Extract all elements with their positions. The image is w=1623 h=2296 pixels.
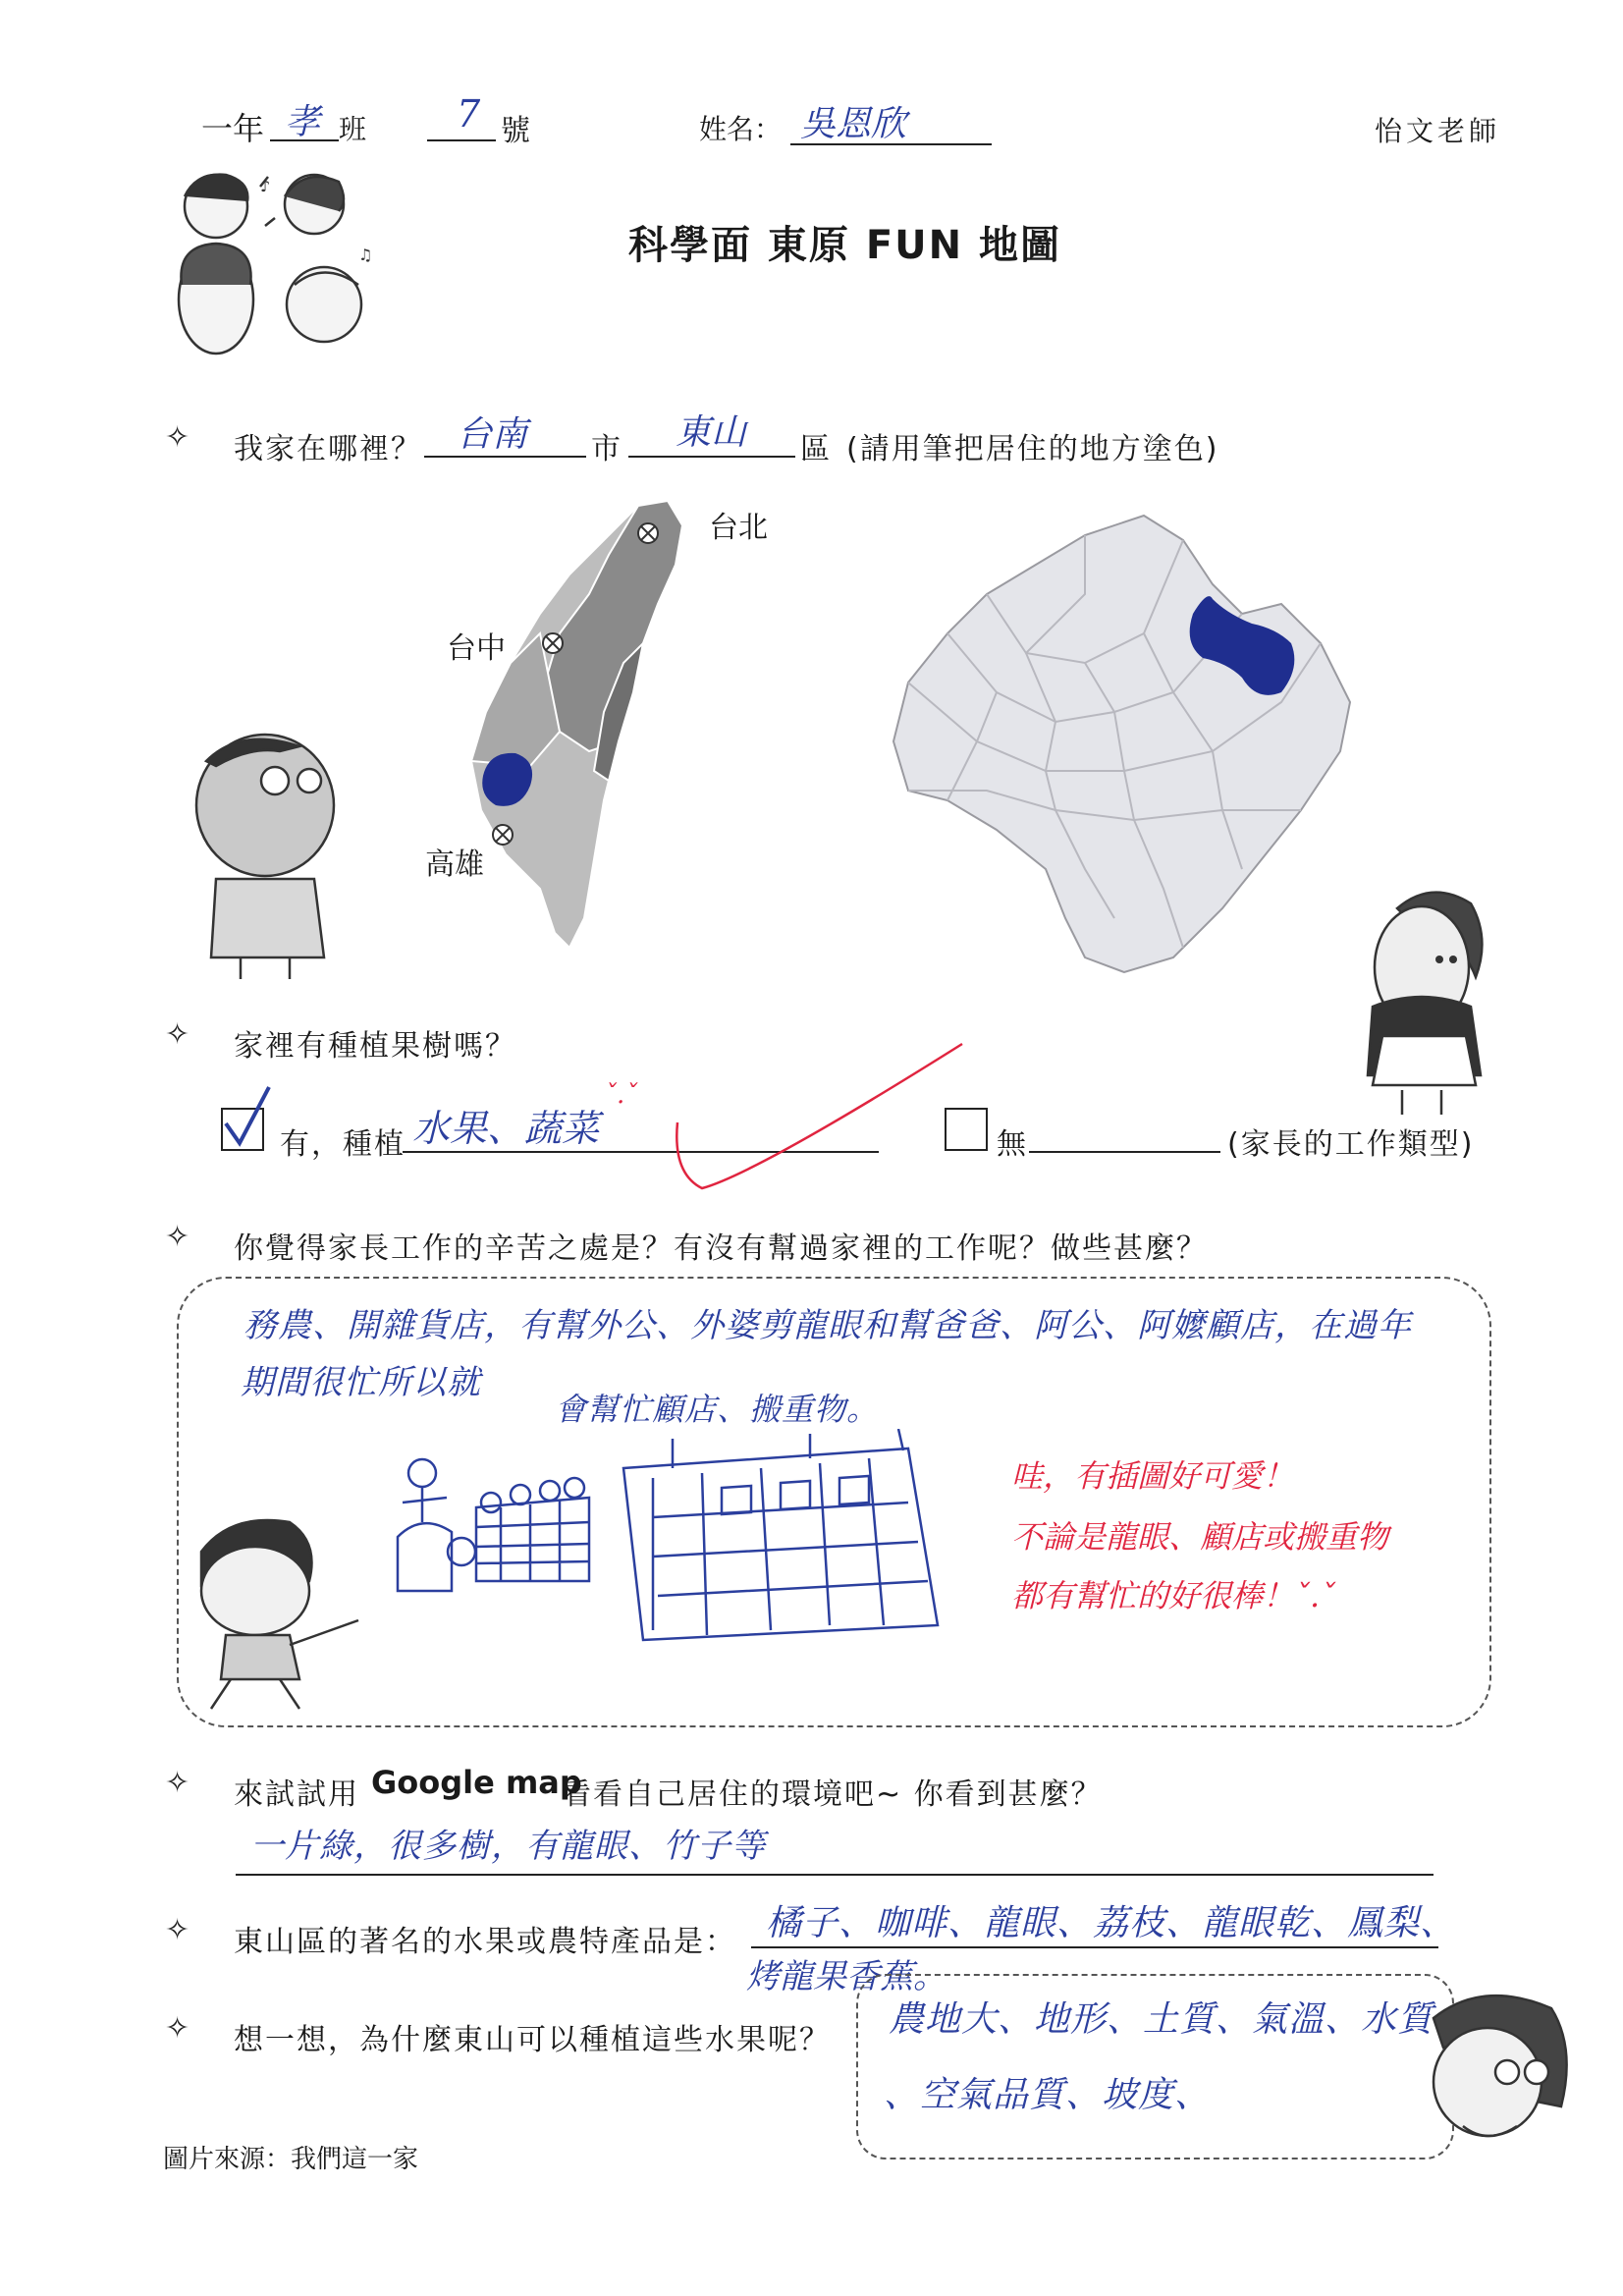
q1-city-line	[424, 456, 586, 458]
q3-answer-line3[interactable]: 會幫忙顧店、搬重物。	[555, 1391, 880, 1428]
name-label: 姓名：	[699, 113, 783, 145]
taiwan-map	[412, 486, 736, 957]
image-source-note: 圖片來源：我們這一家	[163, 2145, 419, 2174]
q1-instruction: (請用筆把居住的地方塗色)	[846, 432, 1219, 466]
q5-answer-line1[interactable]: 橘子、咖啡、龍眼、荔枝、龍眼乾、鳳梨、	[766, 1903, 1457, 1943]
class-value[interactable]: 孝	[285, 102, 321, 142]
no-checkbox[interactable]	[945, 1108, 988, 1151]
q1-district-line	[628, 456, 795, 458]
q2-yes-label: 有，種植	[280, 1127, 406, 1162]
name-value[interactable]: 吳恩欣	[800, 104, 907, 144]
page-title: 科學面 東原 FUN 地圖	[628, 223, 1062, 268]
q6-answer-line2[interactable]: 、空氣品質、坡度、	[884, 2075, 1212, 2115]
q6-answer-line1[interactable]: 農地大、地形、土質、氣溫、水質	[889, 1999, 1434, 2040]
q1-district-label: 區	[800, 432, 832, 466]
q2-question: 家裡有種植果樹嗎？	[234, 1029, 516, 1064]
teacher-comment-line3: 都有幫忙的好很棒！ˇ.ˇ	[1011, 1577, 1336, 1614]
q1-city-value[interactable]: 台南	[457, 414, 528, 455]
q5-bullet-icon: ✧	[165, 1913, 190, 1947]
store-shelves-drawing	[614, 1429, 962, 1650]
q1-city-label: 市	[591, 432, 622, 466]
q3-answer-line2[interactable]: 期間很忙所以就	[241, 1363, 481, 1402]
q1-bullet-icon: ✧	[165, 420, 190, 455]
checkmark-icon	[218, 1082, 277, 1151]
svg-text:♫: ♫	[358, 246, 373, 264]
q3-bullet-icon: ✧	[165, 1220, 190, 1254]
class-line	[270, 139, 339, 141]
grade-label: 一年	[201, 110, 265, 147]
map-label-taichung: 台中	[447, 631, 506, 666]
tainan-district-map	[889, 496, 1419, 987]
cartoon-thinking-girl-illustration	[1394, 1979, 1586, 2156]
q4-answer[interactable]: 一片綠，很多樹，有龍眼、竹子等	[250, 1827, 766, 1866]
q5-answer-line	[751, 1946, 1438, 1948]
q3-answer-line1[interactable]: 務農、開雜貨店，有幫外公、外婆剪龍眼和幫爸爸、阿公、阿嬤顧店，在過年	[243, 1306, 1412, 1345]
q5-question: 東山區的著名的水果或農特產品是：	[234, 1925, 736, 1959]
cartoon-family-illustration	[157, 167, 412, 383]
teacher-check-icon	[668, 1036, 982, 1198]
name-line	[790, 143, 992, 145]
fruit-stall-drawing	[393, 1453, 599, 1606]
seat-line	[427, 139, 496, 141]
seat-label: 號	[501, 114, 530, 148]
cartoon-boy-illustration	[172, 1512, 368, 1714]
class-label: 班	[339, 113, 367, 145]
map-label-taipei: 台北	[709, 511, 768, 545]
q2-no-label: 無	[997, 1127, 1028, 1162]
q6-bullet-icon: ✧	[165, 2011, 190, 2046]
q2-yes-value[interactable]: 水果、蔬菜	[412, 1107, 600, 1150]
q4-answer-line	[236, 1874, 1434, 1876]
q5-answer-line2[interactable]: 烤龍果香蕉。	[746, 1957, 947, 1996]
q4-question-prefix: 來試試用	[234, 1777, 359, 1812]
q6-question: 想一想，為什麼東山可以種植這些水果呢？	[234, 2023, 831, 2057]
seat-value[interactable]: 7	[457, 92, 481, 136]
teacher-comment-line2: 不論是龍眼、顧店或搬重物	[1011, 1518, 1389, 1556]
q4-question-brand: Google map	[371, 1764, 582, 1801]
q2-no-line	[1029, 1151, 1220, 1153]
teacher-name: 怡文老師	[1375, 115, 1501, 147]
q2-no-suffix: (家長的工作類型)	[1227, 1127, 1475, 1162]
map-label-kaohsiung: 高雄	[425, 847, 484, 882]
svg-text:♪: ♪	[260, 177, 271, 195]
q3-question: 你覺得家長工作的辛苦之處是？有沒有幫過家裡的工作呢？做些甚麼？	[234, 1231, 1208, 1266]
q4-bullet-icon: ✧	[165, 1766, 190, 1800]
cartoon-girl-illustration	[1343, 879, 1500, 1120]
teacher-comment-line1: 哇，有插圖好可愛！	[1011, 1457, 1295, 1495]
q4-question-suffix: 看看自己居住的環境吧~ 你看到甚麼？	[562, 1777, 1103, 1812]
q1-district-value[interactable]: 東山	[676, 412, 747, 453]
q2-smiley: ˇ.ˇ	[604, 1080, 638, 1110]
q2-bullet-icon: ✧	[165, 1017, 190, 1052]
q1-prefix: 我家在哪裡？	[234, 432, 422, 466]
cartoon-father-illustration	[172, 722, 368, 982]
